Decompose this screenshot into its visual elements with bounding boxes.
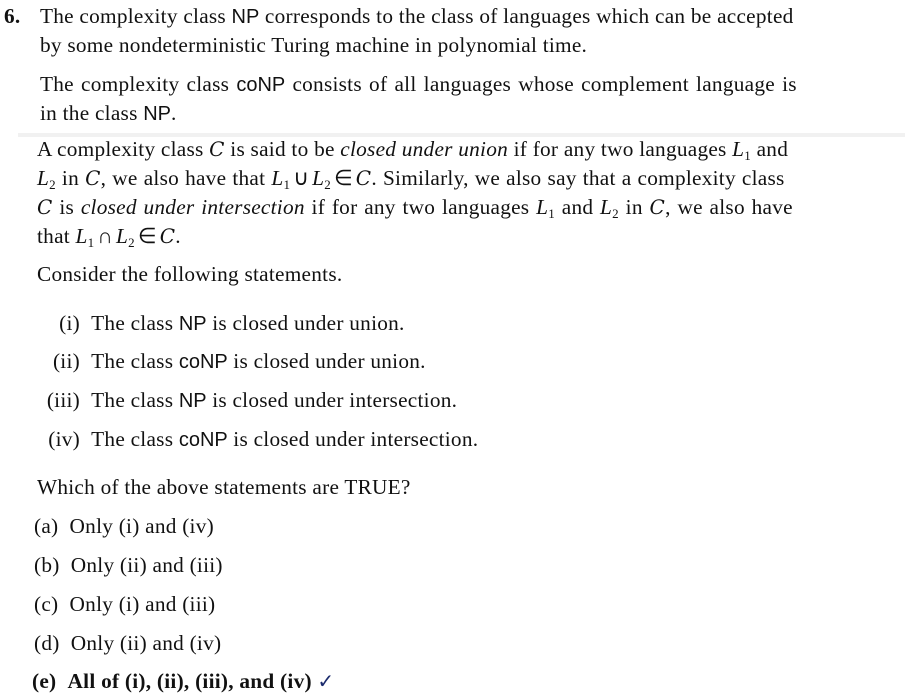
definition-line3: C is closed under intersection if for any two languages $L_1$ and $L_2$ in C, we also have	[37, 195, 793, 221]
option-text: Only (i) and (iv)	[69, 514, 214, 538]
np-term: NP	[231, 6, 260, 28]
statement-label: (i)	[59, 311, 80, 335]
intro-conp-line2: in the class NP.	[40, 101, 177, 125]
option-text: Only (ii) and (iv)	[70, 631, 222, 655]
np-term: NP	[143, 103, 172, 125]
definition-line1: A complexity class C is said to be closed under union if for any two languages $L_1$ and	[37, 137, 789, 163]
statement-label: (iv)	[48, 427, 80, 451]
answer-option-e[interactable]	[32, 669, 334, 694]
option-label: (e)	[32, 669, 57, 693]
closed-under-union-term: closed under union	[340, 137, 509, 161]
option-label: (b)	[34, 553, 60, 577]
intro-conp-line1: The complexity class coNP consists of all languages whose complement language is	[40, 72, 797, 96]
closed-under-intersection-term: closed under intersection	[80, 195, 305, 219]
option-text: All of (i), (ii), (iii), and (iv)	[67, 669, 312, 693]
question-prompt: Which of the above statements are TRUE?	[37, 475, 411, 499]
checkmark-icon: ✓	[317, 669, 335, 693]
option-label: (c)	[34, 592, 59, 616]
option-label: (d)	[34, 631, 60, 655]
statement-label: (ii)	[52, 349, 80, 373]
answer-option-b[interactable]	[34, 553, 223, 578]
statement-label: (iii)	[46, 388, 80, 412]
statement-item: (iv) The class coNP is closed under intersection.	[0, 427, 478, 452]
definition-line2: $L_2$ in C, we also have that $L_1$ ∪ $L_2$ ∈ C. Similarly, we also say that a complexity class	[37, 166, 785, 192]
consider-statement: Consider the following statements.	[37, 262, 343, 286]
intro-np-line1: The complexity class NP corresponds to the class of languages which can be accepted	[40, 4, 794, 28]
definition-line4: that $L_1$ ∩ $L_2$ ∈ C.	[37, 224, 181, 250]
answer-option-d[interactable]	[34, 631, 221, 656]
statement-item: (iii) The class NP is closed under intersection.	[0, 388, 457, 413]
intro-np-line2: by some nondeterministic Turing machine in polynomial time.	[40, 33, 588, 57]
question-number: 6.	[4, 4, 21, 28]
answer-option-c[interactable]	[34, 592, 215, 617]
option-label: (a)	[34, 514, 59, 538]
option-text: Only (ii) and (iii)	[70, 553, 223, 577]
statement-item: (ii) The class coNP is closed under union.	[0, 349, 426, 374]
answer-option-a[interactable]	[34, 514, 214, 539]
option-text: Only (i) and (iii)	[69, 592, 216, 616]
conp-term: coNP	[236, 74, 286, 96]
statement-item: (i) The class NP is closed under union.	[0, 311, 405, 336]
